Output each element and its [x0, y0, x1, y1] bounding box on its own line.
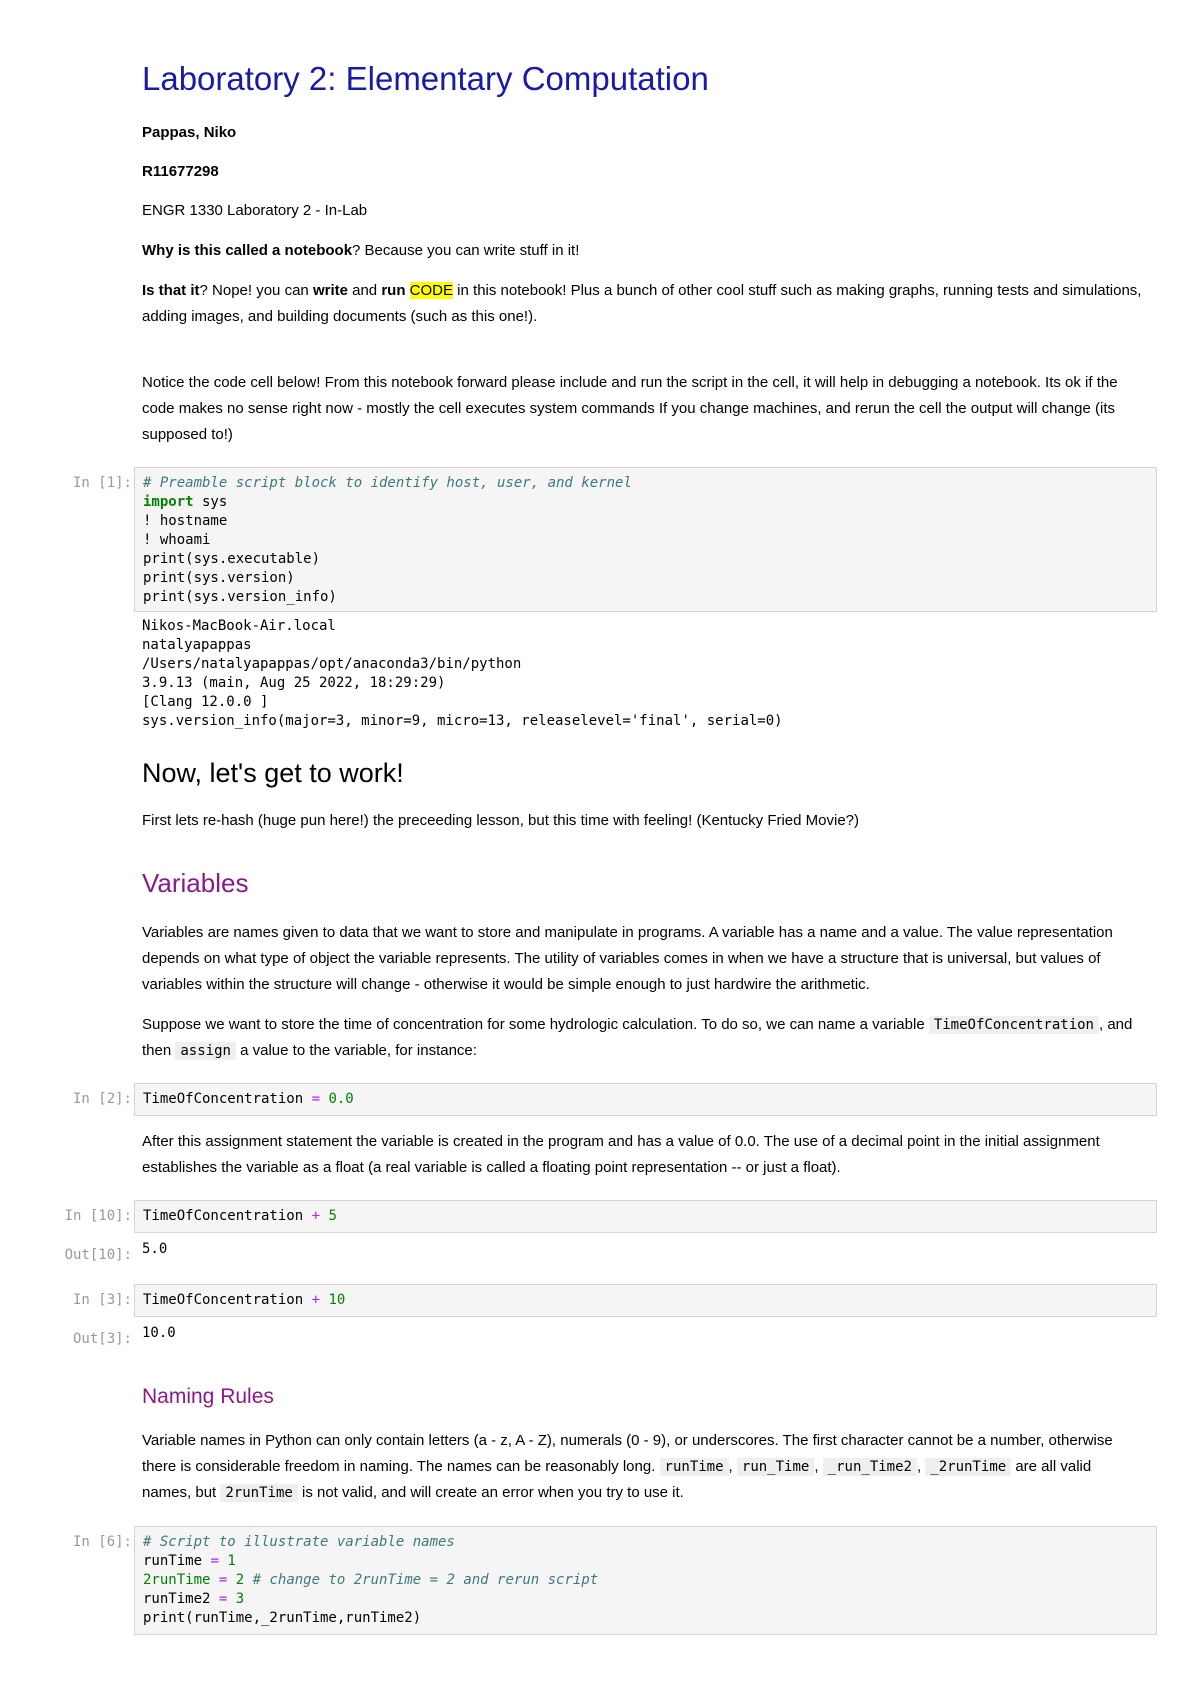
output-line: /Users/natalyapappas/opt/anaconda3/bin/python [142, 656, 522, 672]
intro-q2-run: run [381, 282, 406, 299]
inline-code: assign [175, 1042, 236, 1060]
variable-name: TimeOfConcentration [143, 1292, 304, 1308]
number-literal: 10 [328, 1292, 346, 1308]
code-cell-3[interactable] [134, 1284, 1157, 1317]
cell-1-line-version-info: print(sys.version_info) [143, 589, 337, 605]
intro-q2-bold: Is that it [142, 282, 200, 299]
cell-3-prompt: In [3]: [72, 1292, 132, 1308]
notice-paragraph [142, 370, 1142, 448]
number-literal: 1 [227, 1553, 236, 1569]
output-line: [Clang 12.0.0 ] [142, 694, 269, 710]
code-cell-1[interactable] [134, 467, 1157, 612]
variables-text-2c: a value to the variable, for instance: [235, 1042, 477, 1059]
variables-text-2b: , and then [142, 1016, 1133, 1059]
after-assign-text: After this assignment statement the variable is created in the program and has a value of 0.0. The use of a decimal point in the initial assignment establishes the variable as a float (a real variable is called a floating point representation -- or just a float). [142, 1133, 1100, 1176]
naming-paragraph [142, 1428, 1142, 1506]
code-cell-2[interactable] [134, 1083, 1157, 1116]
operator: = [303, 1091, 329, 1107]
student-id: R11677298 [142, 163, 219, 180]
notice-text: Notice the code cell below! From this notebook forward please include and run the script in the cell, it will help in debugging a notebook. Its ok if the code makes no sense right now - mostly the cell executes system commands If you change machines, and rerun the cell the output will change (its supposed to!) [142, 374, 1118, 443]
code-cell-6[interactable]: # Script to illustrate variable names runTime = 1 2runTime = 2 # change to 2runTime = 2 and rerun script runTime2 = 3 print(runTime,_2runTime,runTime2) [134, 1526, 1157, 1635]
cell-1-output [142, 617, 783, 731]
highlighted-code-word: CODE [409, 282, 454, 299]
import-target: sys [193, 494, 228, 510]
output-line: 3.9.13 (main, Aug 25 2022, 18:29:29) [142, 675, 446, 691]
variables-paragraph-1 [142, 920, 1142, 998]
number-literal: 3 [235, 1591, 245, 1607]
inline-code: _2runTime [925, 1458, 1011, 1476]
variable-name: 2runTime [143, 1572, 211, 1588]
author-line [142, 120, 1142, 146]
page-title: Laboratory 2: Elementary Computation [142, 60, 709, 97]
intro-q1-rest: ? Because you can write stuff in it! [352, 242, 580, 259]
cell-10-out-prompt: Out[10]: [64, 1247, 132, 1263]
cell-1-line-hostname: ! hostname [143, 513, 228, 529]
naming-rules-heading: Naming Rules [142, 1385, 274, 1408]
inline-code: TimeOfConcentration [929, 1016, 1099, 1034]
after-assign-paragraph [142, 1129, 1142, 1181]
number-literal: 0.0 [328, 1091, 354, 1107]
intro-q1 [142, 238, 1142, 264]
cell-3-output: 10.0 [142, 1325, 176, 1341]
naming-text-a: Variable names in Python can only contain letters (a - z, A - Z), numerals (0 - 9), or underscores. The first character cannot be a number, otherwise there is considerable freedom in naming. The names can be reasonably long. [142, 1432, 1113, 1475]
work-heading: Now, let's get to work! [142, 758, 404, 788]
naming-text-c: is not valid, and will create an error when you try to use it. [297, 1484, 684, 1501]
variable-name: TimeOfConcentration [143, 1208, 304, 1224]
author-name: Pappas, Niko [142, 124, 237, 141]
output-line: Nikos-MacBook-Air.local [142, 618, 336, 634]
cell-10-prompt: In [10]: [64, 1208, 132, 1224]
intro-q2-rest: in this notebook! Plus a bunch of other cool stuff such as making graphs, running tests and simulations, adding images, and building documents (such as this one!). [142, 282, 1142, 325]
inline-code: _run_Time2 [823, 1458, 917, 1476]
cell-6-prompt: In [6]: [72, 1534, 132, 1550]
cell-1-line-whoami: ! whoami [143, 532, 211, 548]
variables-paragraph-2 [142, 1012, 1142, 1064]
course-line [142, 198, 1142, 224]
intro-q2-and: and [347, 282, 382, 299]
intro-q1-bold: Why is this called a notebook [142, 242, 353, 259]
output-line: sys.version_info(major=3, minor=9, micro=13, releaselevel='final', serial=0) [142, 713, 783, 729]
variables-text-2a: Suppose we want to store the time of concentration for some hydrologic calculation. To do so, we can name a variable [142, 1016, 929, 1033]
cell-6-comment: # Script to illustrate variable names [143, 1534, 455, 1550]
operator: + [303, 1292, 329, 1308]
student-id-line [142, 159, 1142, 185]
variable-name: runTime2 [143, 1591, 211, 1607]
import-keyword: import [143, 494, 194, 510]
operator: + [303, 1208, 329, 1224]
cell-3-out-prompt: Out[3]: [72, 1331, 132, 1347]
naming-text-b: are all valid names, but [142, 1458, 1092, 1501]
cell-10-output: 5.0 [142, 1241, 168, 1257]
cell-2-prompt: In [2]: [72, 1091, 132, 1107]
intro-q2-text: ? Nope! you can [199, 282, 313, 299]
number-literal: 5 [328, 1208, 337, 1224]
cell-1-prompt: In [1]: [72, 475, 132, 491]
inline-code: 2runTime [220, 1484, 297, 1502]
work-paragraph [142, 808, 1142, 834]
print-statement: print(runTime,_2runTime,runTime2) [143, 1610, 422, 1626]
separator: , [916, 1458, 926, 1475]
variable-name: TimeOfConcentration [143, 1091, 304, 1107]
intro-q2-write: write [312, 282, 348, 299]
output-line: natalyapappas [142, 637, 252, 653]
work-text: First lets re-hash (huge pun here!) the preceeding lesson, but this time with feeling! (Kentucky Fried Movie?) [142, 812, 860, 829]
variable-name: runTime [143, 1553, 203, 1569]
intro-q2 [142, 278, 1142, 330]
separator: , [814, 1458, 823, 1475]
inline-code: run_Time [737, 1458, 814, 1476]
inline-comment: # change to 2runTime = 2 and rerun script [252, 1572, 599, 1588]
variables-heading: Variables [142, 868, 249, 898]
cell-1-line-version: print(sys.version) [143, 570, 295, 586]
number-literal: 2 [235, 1572, 245, 1588]
code-cell-10[interactable] [134, 1200, 1157, 1233]
separator: , [728, 1458, 737, 1475]
cell-1-comment: # Preamble script block to identify host, user, and kernel [143, 475, 632, 491]
cell-1-line-executable: print(sys.executable) [143, 551, 321, 567]
inline-code: runTime [660, 1458, 729, 1476]
course-text: ENGR 1330 Laboratory 2 - In-Lab [142, 202, 368, 219]
variables-text-1: Variables are names given to data that we want to store and manipulate in programs. A variable has a name and a value. The value representation depends on what type of object the variable represents. The utility of variables comes in when we have a structure that is universal, but values of variables within the structure will change - otherwise it would be simple enough to just hardwire the arithmetic. [142, 924, 1113, 993]
